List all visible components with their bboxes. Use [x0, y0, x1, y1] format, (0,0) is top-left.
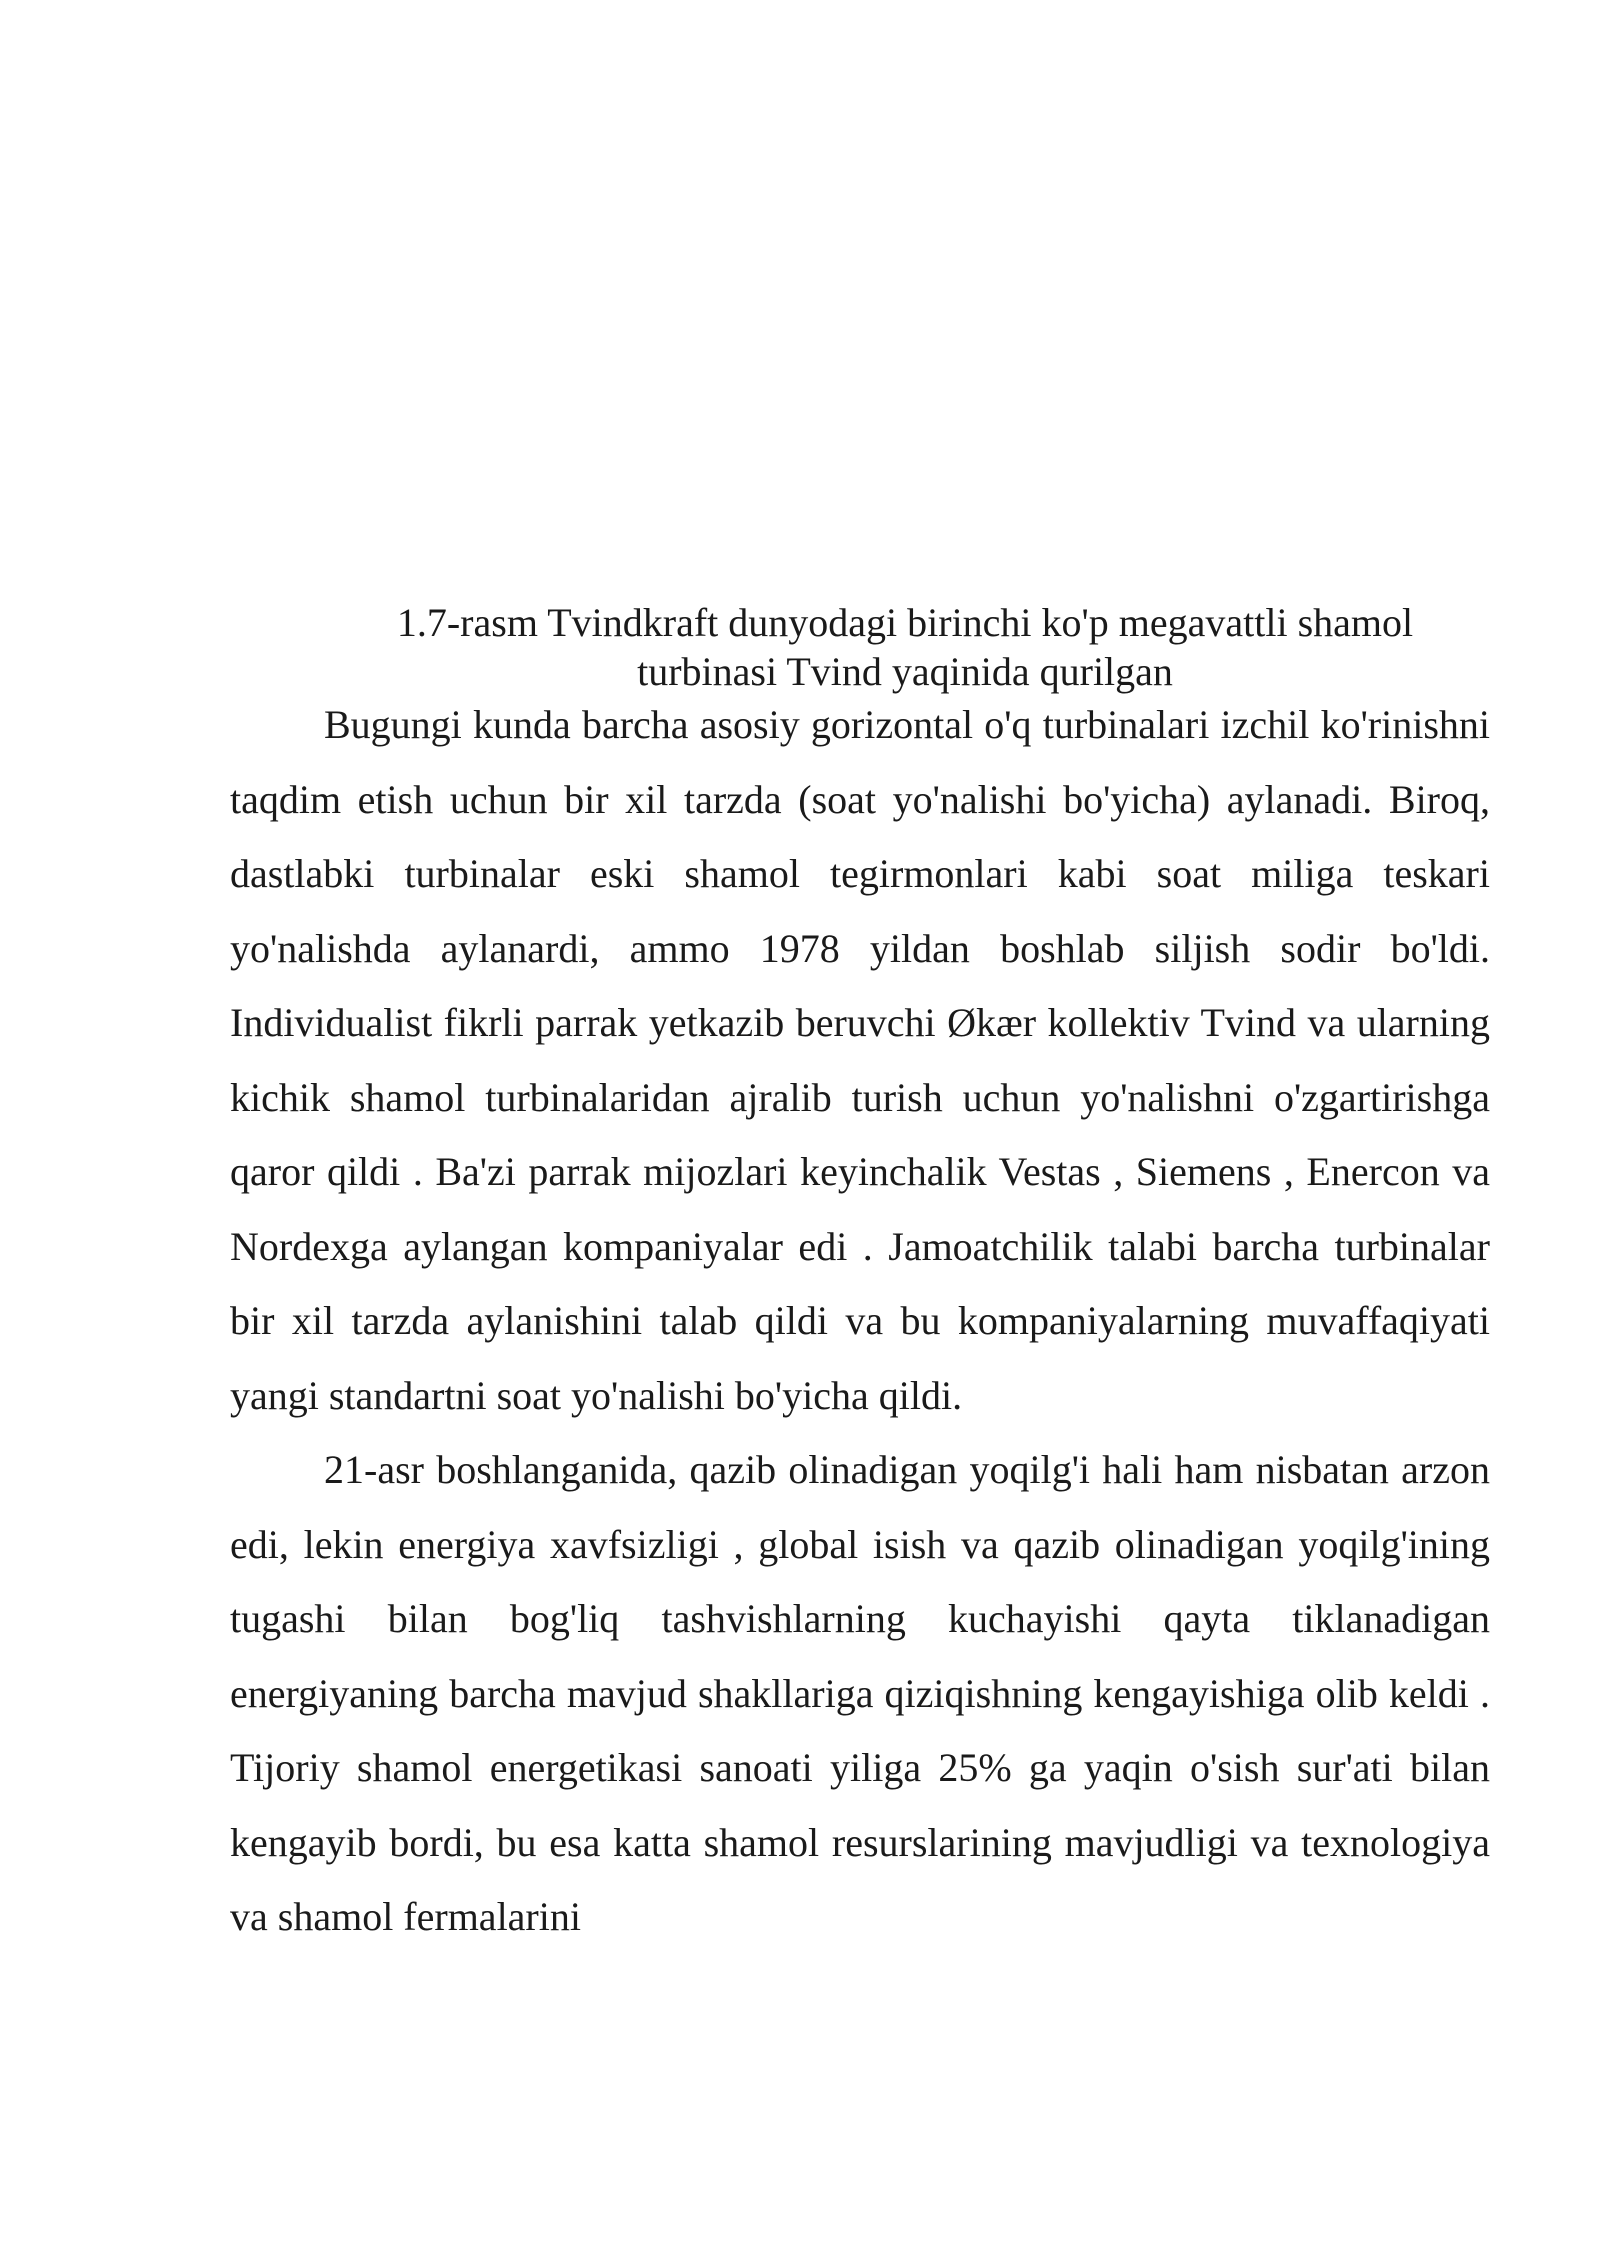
paragraph-2: 21-asr boshlanganida, qazib olinadigan yoqilg'i hali ham nisbatan arzon edi, lekin energiya xavfsizligi , global isish va qazib olinadigan yoqilg'ining tugashi bilan bog'liq tashvishlarning kuchayishi qayta tiklanadigan energiyaning barcha mavjud shakllariga qiziqishning kengayishiga olib keldi . Tijoriy shamol energetikasi sanoati yiliga 25% ga yaqin o'sish sur'ati bilan kengayib bordi, bu esa katta shamol resurslarining mavjudligi va texnologiya va shamol fermalarini [230, 1447, 1490, 1939]
body-text [230, 688, 1490, 1955]
figure-caption [230, 598, 1580, 696]
paragraph-1: Bugungi kunda barcha asosiy gorizontal o'q turbinalari izchil ko'rinishni taqdim etish uchun bir xil tarzda (soat yo'nalishi bo'yicha) aylanadi. Biroq, dastlabki turbinalar eski shamol tegirmonlari kabi soat miliga teskari yo'nalishda aylanardi, ammo 1978 yildan boshlab siljish sodir bo'ldi. Individualist fikrli parrak yetkazib beruvchi Økær kollektiv Tvind va ularning kichik shamol turbinalaridan ajralib turish uchun yo'nalishni o'zgartirishga qaror qildi . Ba'zi parrak mijozlari keyinchalik Vestas , Siemens , Enercon va Nordexga aylangan kompaniyalar edi . Jamoatchilik talabi barcha turbinalar bir xil tarzda aylanishini talab qildi va bu kompaniyalarning muvaffaqiyati yangi standartni soat yo'nalishi bo'yicha qildi. [230, 702, 1490, 1418]
figure-caption-line-2: turbinasi Tvind yaqinida qurilgan [637, 649, 1173, 694]
figure-caption-line-1: 1.7-rasm Tvindkraft dunyodagi birinchi ko'p megavattli shamol [396, 600, 1414, 645]
